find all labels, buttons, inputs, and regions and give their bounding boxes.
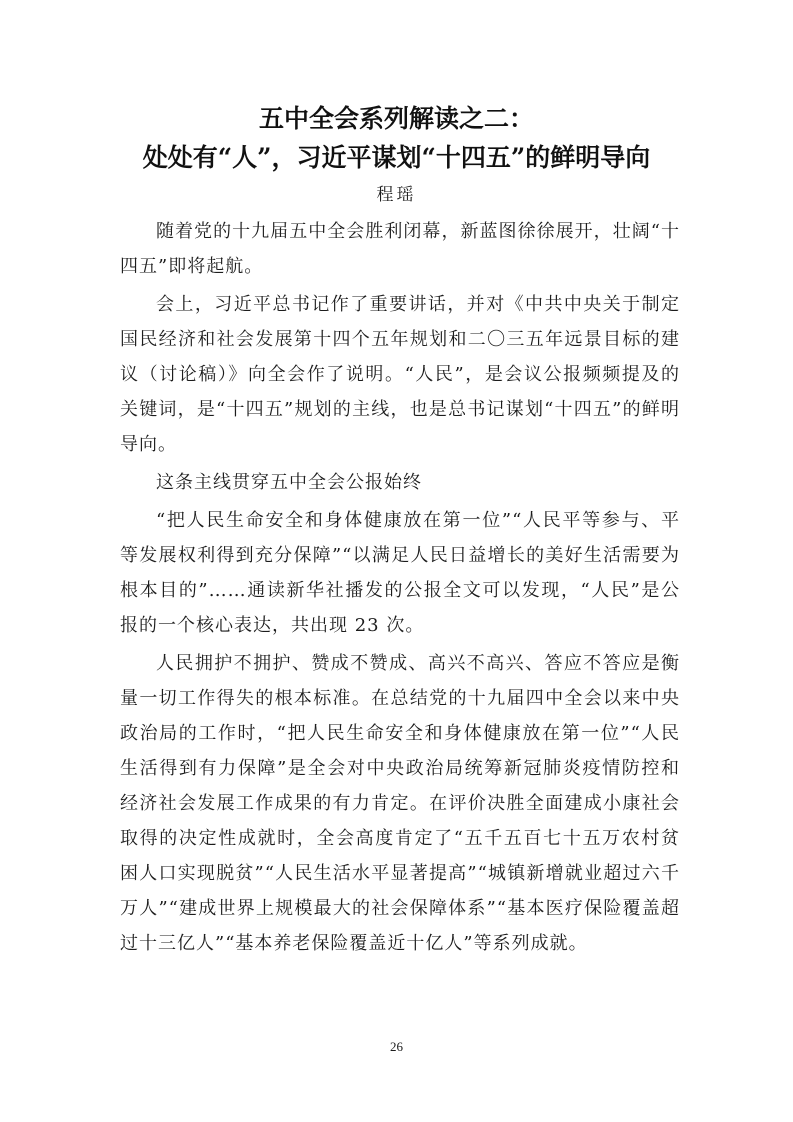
paragraph: 会上，习近平总书记作了重要讲话，并对《中共中央关于制定国民经济和社会发展第十四个五年规划和二〇三五年远景目标的建议（讨论稿）》向全会作了说明。“人民”，是会议公报频频提及的关键词，是“十四五”规划的主线，也是总书记谋划“十四五”的鲜明导向。 (120, 294, 680, 455)
article-body (120, 214, 680, 964)
article-title-line-1: 五中全会系列解读之二： (258, 104, 534, 133)
paragraph: “把人民生命安全和身体健康放在第一位”“人民平等参与、平等发展权利得到充分保障”“以满足人民日益增长的美好生活需要为根本目的”……通读新华社播发的公报全文可以发现，“人民”是公报的一个核心表达，共出现 23 次。 (120, 510, 680, 636)
paragraph: 人民拥护不拥护、赞成不赞成、高兴不高兴、答应不答应是衡量一切工作得失的根本标准。在总结党的十九届四中全会以来中央政治局的工作时，“把人民生命安全和身体健康放在第一位”“人民生活得到有力保障”是全会对中央政治局统筹新冠肺炎疫情防控和经济社会发展工作成果的有力肯定。在评价决胜全面建成小康社会取得的决定性成就时，全会高度肯定了“五千五百七十五万农村贫困人口实现脱贫”“人民生活水平显著提高”“城镇新增就业超过六千万人”“建成世界上规模最大的社会保障体系”“基本医疗保险覆盖超过十三亿人”“基本养老保险覆盖近十亿人”等系列成就。 (120, 653, 680, 954)
page-number: 26 (390, 1039, 403, 1054)
article-title-line-2: 处处有“人”，习近平谋划“十四五”的鲜明导向 (142, 143, 651, 172)
article-author: 程瑶 (376, 185, 417, 205)
section-heading: 这条主线贯穿五中全会公报始终 (156, 472, 422, 493)
paragraph: 随着党的十九届五中全会胜利闭幕，新蓝图徐徐展开，壮阔“十四五”即将起航。 (120, 221, 680, 277)
